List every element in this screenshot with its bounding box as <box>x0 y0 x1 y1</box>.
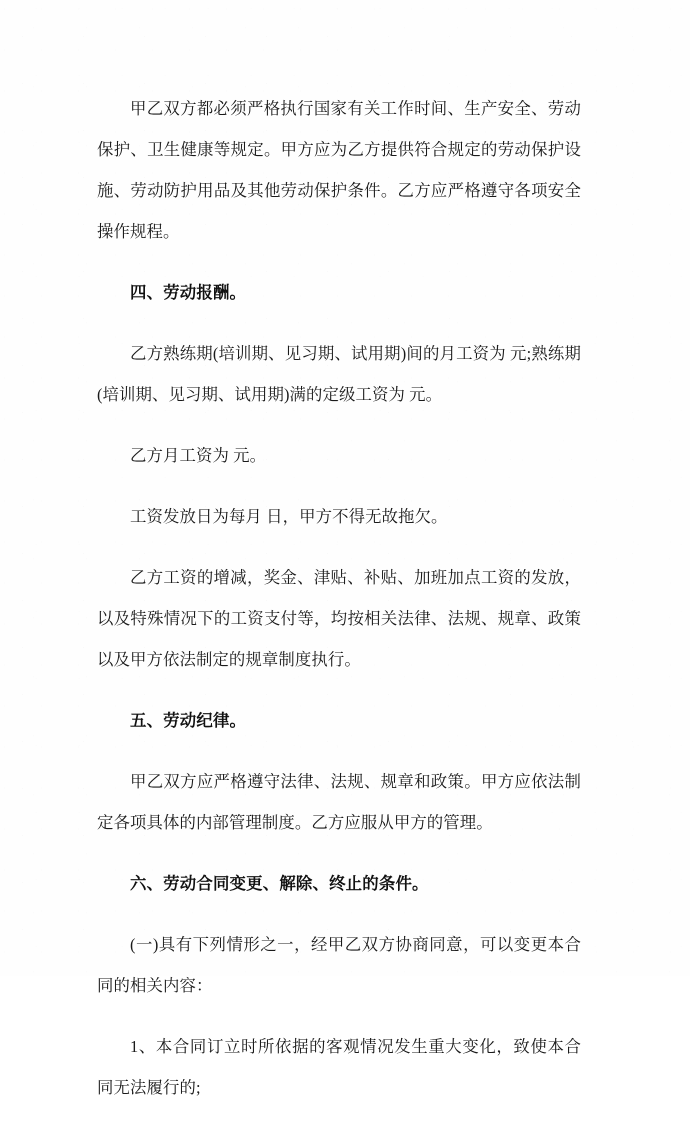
paragraph-discipline: 甲乙双方应严格遵守法律、法规、规章和政策。甲方应依法制定各项具体的内部管理制度。乙方应服从甲方的管理。 <box>97 772 581 832</box>
paragraph-payday: 工资发放日为每月 日，甲方不得无故拖欠。 <box>130 507 448 526</box>
paragraph-change-conditions: (一)具有下列情形之一，经甲乙双方协商同意，可以变更本合同的相关内容： <box>97 935 581 995</box>
paragraph-monthly-wage: 乙方月工资为 元。 <box>130 446 267 465</box>
paragraph-change-item-1: 1、本合同订立时所依据的客观情况发生重大变化，致使本合同无法履行的; <box>97 1037 581 1097</box>
paragraph-labor-protection: 甲乙双方都必须严格执行国家有关工作时间、生产安全、劳动保护、卫生健康等规定。甲方应为乙方提供符合规定的劳动保护设施、劳动防护用品及其他劳动保护条件。乙方应严格遵守各项安全操作规程。 <box>97 99 581 241</box>
section-heading-four: 四、劳动报酬。 <box>130 283 247 302</box>
document-text-column <box>97 88 581 1128</box>
section-heading-six: 六、劳动合同变更、解除、终止的条件。 <box>130 874 429 893</box>
section-heading-five: 五、劳动纪律。 <box>130 711 247 730</box>
paragraph-wage-adjustment: 乙方工资的增减，奖金、津贴、补贴、加班加点工资的发放，以及特殊情况下的工资支付等，均按相关法律、法规、规章、政策以及甲方依法制定的规章制度执行。 <box>97 568 581 669</box>
paragraph-probation-wage: 乙方熟练期(培训期、见习期、试用期)间的月工资为 元;熟练期(培训期、见习期、试用期)满的定级工资为 元。 <box>97 344 581 404</box>
